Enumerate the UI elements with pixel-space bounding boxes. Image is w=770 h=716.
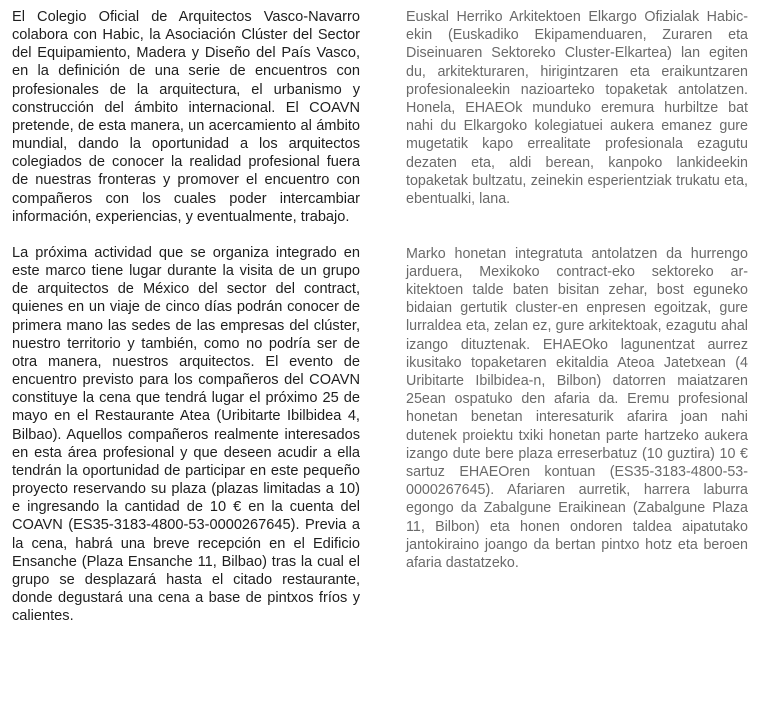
basque-paragraph-2: Marko honetan integratuta antolatzen da hurrengo jarduera, Mexikoko contract-eko sektoreko arkitektoen talde baten bisitan zehar, bost eguneko bidaian gertutik cluster-en enpresen egoitzak, gure lurraldea eta, zelan ez, gure arkitektoak, ezagutu ahal izango dituztenak. EHAEOko lagunentzat aurrez ikusitako topaketaren ekitaldia Ateoa Jatetxean (4 Uribitarte Ibilbidea-n, Bilbon) datorren maiatzaren 25ean ospatuko den afaria da. Eremu profesional honetan benetan interesaturik afarira joan nahi dutenek proiektu txiki honetan parte hartzeko aukera izango dute bere plaza erreserbatuz (10 guztira) 10 € sartuz EHAEOren kontuan (ES35-3183-4800-53-0000267645). Afariaren aurretik, harrera laburra egongo da Zabalgune Eraikinean (Zabalgune Plaza 11, Bilbon) eta honen ondoren taldea aipatutako jantokiraino joango da bertan pintxo hotz eta beroen afaria dastatzeko. bbox=[406, 245, 748, 572]
basque-paragraph-1: Euskal Herriko Arkitektoen Elkargo Ofizialak Habic-ekin (Euskadiko Ekipamenduaren, Zuraren eta Diseinuaren Sektoreko Cluster-Elkartea) lan egiten du, arkitekturaren, hirigintzaren eta eraikuntzaren profesionaleekin nazioarteko topaketak antolatzen. Honela, EHAEOk munduko eremura hurbiltze bat nahi du Elkargoko kolegiatuei aukera emanez gure mugetatik kapo errealitate profesionala ezagutu dezaten eta, aldi berean, kanpoko lankideekin topaketak bultzatu, zeinekin esperientziak trukatu eta, ebentualki, lana. bbox=[406, 9, 748, 208]
basque-column bbox=[406, 8, 748, 572]
spanish-paragraph-2: La próxima actividad que se organiza integrado en este marco tiene lugar durante la visita de un grupo de arquitectos de México del sector del contract, quienes en un viaje de cinco días podrán conocer de primera mano las sedes de las empresas del clúster, nuestro territorio y también, como no podría ser de otra manera, nuestros arquitectos. El evento de encuentro previsto para los compañeros del COAVN constituye la cena que tendrá lugar el próximo 25 de mayo en el Restaurante Atea (Uribitarte Ibilbidea 4, Bilbao). Aquellos compañeros realmente interesados en esta área profesional y que deseen acudir a ella tendrán la oportunidad de participar en este pequeño proyecto reservando su plaza (plazas limitadas a 10) e ingresando la cantidad de 10 € en la cuenta del COAVN (ES35-3183-4800-53-0000267645). Previa a la cena, habrá una breve recepción en el Edificio Ensanche (Plaza Ensanche 11, Bilbao) tras la cual el grupo se desplazará hasta el citado restaurante, donde degustará una cena a base de pintxos fríos y calientes. bbox=[12, 245, 360, 625]
spanish-paragraph-1: El Colegio Oficial de Arquitectos Vasco-Navarro colabora con Habic, la Asociación Clúster del Sector del Equipamiento, Madera y Diseño del País Vasco, en la definición de una serie de encuentros con profesionales de la arquitectura, el urbanismo y construcción del ámbito internacional. El COAVN pretende, de esta manera, un acercamiento al ámbito mundial, dando la oportunidad a los arquitectos colegiados de conocer la realidad profesional fuera de nuestras fronteras y promover el encuentro con compañeros con los cuales poder intercambiar información, experiencias, y eventualmente, trabajo. bbox=[12, 9, 360, 225]
spanish-column bbox=[12, 8, 360, 625]
